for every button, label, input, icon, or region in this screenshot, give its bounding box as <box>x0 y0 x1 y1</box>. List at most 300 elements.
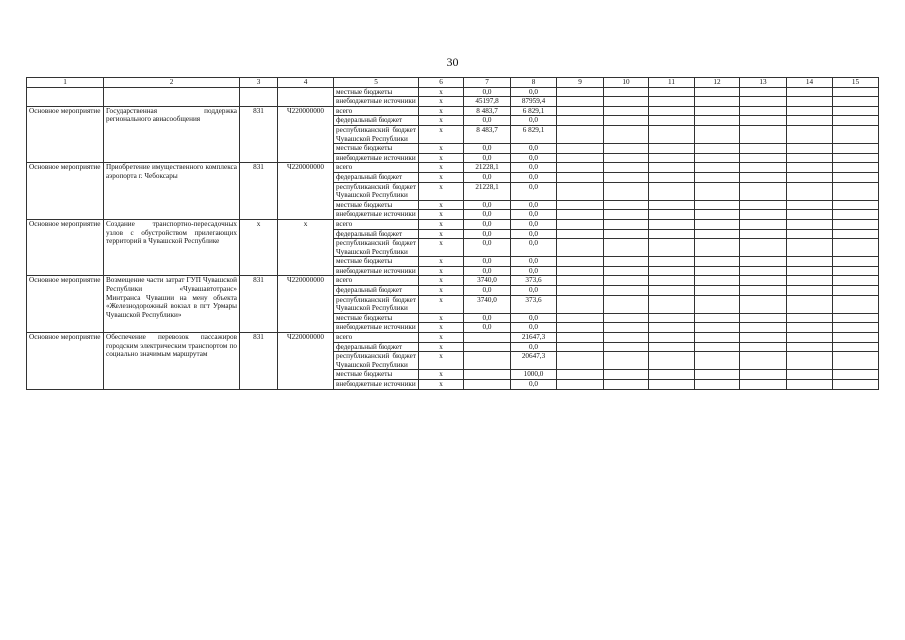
column-number-header: 1 <box>27 78 104 88</box>
empty-cell <box>557 200 604 210</box>
funding-source-cell: внебюджетные источники <box>334 210 419 220</box>
empty-cell <box>740 163 787 173</box>
funding-source-cell: федеральный бюджет <box>334 229 419 239</box>
empty-cell <box>695 116 740 126</box>
funding-source-cell: республиканский бюджет Чувашской Республики <box>334 182 419 200</box>
col8-value-cell: 20647,3 <box>511 352 557 370</box>
empty-cell <box>557 229 604 239</box>
empty-cell <box>740 144 787 154</box>
funding-source-cell: внебюджетные источники <box>334 323 419 333</box>
empty-cell <box>604 106 649 116</box>
col7-value-cell: 0,0 <box>464 219 511 229</box>
empty-cell <box>649 97 695 107</box>
empty-cell <box>104 87 240 106</box>
empty-cell <box>604 323 649 333</box>
empty-cell <box>740 239 787 257</box>
col7-value-cell: 0,0 <box>464 257 511 267</box>
col7-value-cell <box>464 333 511 343</box>
col8-value-cell: 0,0 <box>511 323 557 333</box>
empty-cell <box>833 106 879 116</box>
empty-cell <box>833 333 879 343</box>
funding-source-cell: республиканский бюджет Чувашской Республики <box>334 239 419 257</box>
col7-value-cell: 0,0 <box>464 266 511 276</box>
activity-type-cell: Основное мероприятие <box>27 106 104 163</box>
funding-source-cell: всего <box>334 106 419 116</box>
empty-cell <box>557 125 604 143</box>
table-body <box>27 87 879 389</box>
col8-value-cell: 0,0 <box>511 210 557 220</box>
table-row <box>27 219 879 229</box>
empty-cell <box>557 219 604 229</box>
empty-cell <box>695 266 740 276</box>
empty-cell <box>787 106 833 116</box>
empty-cell <box>695 323 740 333</box>
column-number-header: 8 <box>511 78 557 88</box>
col6-cell: x <box>419 219 464 229</box>
empty-cell <box>740 229 787 239</box>
col8-value-cell: 0,0 <box>511 182 557 200</box>
empty-cell <box>604 276 649 286</box>
col6-cell: x <box>419 97 464 107</box>
empty-cell <box>557 295 604 313</box>
empty-cell <box>557 342 604 352</box>
column-number-header: 10 <box>604 78 649 88</box>
funding-source-cell: местные бюджеты <box>334 313 419 323</box>
empty-cell <box>833 257 879 267</box>
empty-cell <box>695 163 740 173</box>
col8-value-cell: 0,0 <box>511 380 557 390</box>
empty-cell <box>695 210 740 220</box>
empty-cell <box>833 229 879 239</box>
table-row <box>27 276 879 286</box>
col7-value-cell: 8 483,7 <box>464 106 511 116</box>
activity-name-cell: Государственная поддержка регионального авиасообщения <box>104 106 240 163</box>
col8-value-cell: 0,0 <box>511 286 557 296</box>
col6-cell: x <box>419 276 464 286</box>
empty-cell <box>695 239 740 257</box>
col8-value-cell: 0,0 <box>511 313 557 323</box>
funding-source-cell: федеральный бюджет <box>334 342 419 352</box>
col7-value-cell: 0,0 <box>464 286 511 296</box>
empty-cell <box>833 144 879 154</box>
empty-cell <box>787 370 833 380</box>
col7-value-cell: 0,0 <box>464 313 511 323</box>
empty-cell <box>604 163 649 173</box>
empty-cell <box>695 144 740 154</box>
funding-source-cell: местные бюджеты <box>334 144 419 154</box>
col6-cell: x <box>419 229 464 239</box>
empty-cell <box>833 182 879 200</box>
funding-source-cell: всего <box>334 219 419 229</box>
empty-cell <box>649 116 695 126</box>
empty-cell <box>740 200 787 210</box>
col8-value-cell: 0,0 <box>511 200 557 210</box>
empty-cell <box>695 182 740 200</box>
empty-cell <box>787 333 833 343</box>
empty-cell <box>740 219 787 229</box>
col6-cell: x <box>419 266 464 276</box>
col6-cell: x <box>419 172 464 182</box>
empty-cell <box>740 295 787 313</box>
empty-cell <box>695 286 740 296</box>
empty-cell <box>695 200 740 210</box>
empty-cell <box>833 163 879 173</box>
empty-cell <box>695 219 740 229</box>
empty-cell <box>557 239 604 257</box>
funding-source-cell: местные бюджеты <box>334 370 419 380</box>
funding-source-cell: республиканский бюджет Чувашской Республики <box>334 352 419 370</box>
empty-cell <box>557 182 604 200</box>
empty-cell <box>833 313 879 323</box>
empty-cell <box>740 333 787 343</box>
column-number-header: 2 <box>104 78 240 88</box>
empty-cell <box>649 257 695 267</box>
empty-cell <box>833 153 879 163</box>
empty-cell <box>695 87 740 97</box>
col7-value-cell <box>464 370 511 380</box>
col8-value-cell: 0,0 <box>511 163 557 173</box>
empty-cell <box>740 172 787 182</box>
empty-cell <box>695 229 740 239</box>
empty-cell <box>833 276 879 286</box>
empty-cell <box>649 286 695 296</box>
activity-type-cell: Основное мероприятие <box>27 333 104 390</box>
funding-source-cell: внебюджетные источники <box>334 153 419 163</box>
col6-cell: x <box>419 323 464 333</box>
funding-source-cell: республиканский бюджет Чувашской Республики <box>334 125 419 143</box>
col6-cell: x <box>419 200 464 210</box>
empty-cell <box>740 266 787 276</box>
col6-cell: x <box>419 87 464 97</box>
funding-source-cell: федеральный бюджет <box>334 172 419 182</box>
empty-cell <box>557 87 604 97</box>
col4-code-cell: Ч220000000 <box>278 106 334 163</box>
empty-cell <box>833 323 879 333</box>
activity-type-cell: Основное мероприятие <box>27 163 104 220</box>
table-row <box>27 163 879 173</box>
empty-cell <box>649 106 695 116</box>
col7-value-cell: 0,0 <box>464 172 511 182</box>
empty-cell <box>604 266 649 276</box>
empty-cell <box>833 97 879 107</box>
empty-cell <box>740 106 787 116</box>
empty-cell <box>649 163 695 173</box>
col8-value-cell: 0,0 <box>511 239 557 257</box>
col6-cell: x <box>419 163 464 173</box>
col8-value-cell: 6 829,1 <box>511 106 557 116</box>
empty-cell <box>740 182 787 200</box>
column-number-header: 6 <box>419 78 464 88</box>
empty-cell <box>695 352 740 370</box>
empty-cell <box>557 266 604 276</box>
empty-cell <box>557 380 604 390</box>
col8-value-cell: 0,0 <box>511 153 557 163</box>
col8-value-cell: 0,0 <box>511 172 557 182</box>
empty-cell <box>787 200 833 210</box>
empty-cell <box>740 342 787 352</box>
empty-cell <box>649 342 695 352</box>
column-number-header: 11 <box>649 78 695 88</box>
empty-cell <box>787 116 833 126</box>
empty-cell <box>649 239 695 257</box>
column-number-header: 13 <box>740 78 787 88</box>
empty-cell <box>604 182 649 200</box>
col7-value-cell: 0,0 <box>464 144 511 154</box>
empty-cell <box>649 333 695 343</box>
empty-cell <box>695 97 740 107</box>
empty-cell <box>649 153 695 163</box>
col6-cell: x <box>419 352 464 370</box>
col6-cell: x <box>419 239 464 257</box>
empty-cell <box>740 323 787 333</box>
col6-cell: x <box>419 380 464 390</box>
empty-cell <box>740 352 787 370</box>
col7-value-cell: 45197,8 <box>464 97 511 107</box>
empty-cell <box>740 286 787 296</box>
col8-value-cell: 0,0 <box>511 219 557 229</box>
empty-cell <box>649 266 695 276</box>
col8-value-cell: 0,0 <box>511 87 557 97</box>
col7-value-cell: 0,0 <box>464 210 511 220</box>
empty-cell <box>695 313 740 323</box>
activity-name-cell: Приобретение имущественного комплекса аэропорта г. Чебоксары <box>104 163 240 220</box>
column-number-row <box>27 78 879 88</box>
empty-cell <box>557 257 604 267</box>
empty-cell <box>27 87 104 106</box>
empty-cell <box>604 295 649 313</box>
empty-cell <box>740 313 787 323</box>
empty-cell <box>278 87 334 106</box>
empty-cell <box>604 229 649 239</box>
empty-cell <box>740 380 787 390</box>
col8-value-cell: 373,6 <box>511 276 557 286</box>
empty-cell <box>649 276 695 286</box>
empty-cell <box>787 313 833 323</box>
empty-cell <box>833 380 879 390</box>
empty-cell <box>557 352 604 370</box>
page-number: 30 <box>446 55 459 69</box>
empty-cell <box>833 116 879 126</box>
col6-cell: x <box>419 295 464 313</box>
empty-cell <box>604 239 649 257</box>
column-number-header: 9 <box>557 78 604 88</box>
empty-cell <box>787 295 833 313</box>
empty-cell <box>557 163 604 173</box>
empty-cell <box>740 276 787 286</box>
col4-code-cell: x <box>278 219 334 276</box>
col7-value-cell <box>464 342 511 352</box>
empty-cell <box>833 342 879 352</box>
table-row <box>27 106 879 116</box>
col3-code-cell: 831 <box>240 163 278 220</box>
empty-cell <box>740 257 787 267</box>
empty-cell <box>833 295 879 313</box>
empty-cell <box>649 219 695 229</box>
funding-source-cell: всего <box>334 276 419 286</box>
col6-cell: x <box>419 370 464 380</box>
col6-cell: x <box>419 342 464 352</box>
empty-cell <box>695 370 740 380</box>
empty-cell <box>649 200 695 210</box>
empty-cell <box>833 352 879 370</box>
empty-cell <box>649 313 695 323</box>
col7-value-cell: 0,0 <box>464 87 511 97</box>
empty-cell <box>557 116 604 126</box>
col3-code-cell: 831 <box>240 333 278 390</box>
empty-cell <box>557 323 604 333</box>
empty-cell <box>604 313 649 323</box>
empty-cell <box>557 333 604 343</box>
empty-cell <box>787 182 833 200</box>
empty-cell <box>557 172 604 182</box>
empty-cell <box>787 172 833 182</box>
empty-cell <box>833 125 879 143</box>
col8-value-cell: 1000,0 <box>511 370 557 380</box>
empty-cell <box>695 257 740 267</box>
col8-value-cell: 0,0 <box>511 257 557 267</box>
empty-cell <box>695 276 740 286</box>
empty-cell <box>787 153 833 163</box>
col8-value-cell: 6 829,1 <box>511 125 557 143</box>
table-row <box>27 333 879 343</box>
empty-cell <box>604 116 649 126</box>
col7-value-cell: 21228,1 <box>464 182 511 200</box>
col7-value-cell: 0,0 <box>464 116 511 126</box>
activity-name-cell: Возмещение части затрат ГУП Чувашской Республики «Чувашавтотранс» Минтранса Чувашии на мену объекта «Железнодорожный вокзал в пгт Урмары Чувашской Республики» <box>104 276 240 333</box>
empty-cell <box>604 172 649 182</box>
empty-cell <box>604 200 649 210</box>
col8-value-cell: 0,0 <box>511 229 557 239</box>
empty-cell <box>649 370 695 380</box>
empty-cell <box>740 116 787 126</box>
empty-cell <box>557 313 604 323</box>
column-number-header: 12 <box>695 78 740 88</box>
empty-cell <box>695 380 740 390</box>
col7-value-cell: 8 483,7 <box>464 125 511 143</box>
empty-cell <box>649 125 695 143</box>
empty-cell <box>740 125 787 143</box>
activity-name-cell: Обеспечение перевозок пассажиров городским электрическим транспортом по социально значимым маршрутам <box>104 333 240 390</box>
column-number-header: 15 <box>833 78 879 88</box>
empty-cell <box>649 210 695 220</box>
empty-cell <box>833 286 879 296</box>
col6-cell: x <box>419 116 464 126</box>
empty-cell <box>649 380 695 390</box>
empty-cell <box>787 144 833 154</box>
col7-value-cell: 3740,0 <box>464 276 511 286</box>
funding-source-cell: федеральный бюджет <box>334 116 419 126</box>
empty-cell <box>649 182 695 200</box>
empty-cell <box>604 125 649 143</box>
empty-cell <box>787 286 833 296</box>
col8-value-cell: 0,0 <box>511 144 557 154</box>
col7-value-cell: 21228,1 <box>464 163 511 173</box>
col8-value-cell: 0,0 <box>511 116 557 126</box>
empty-cell <box>649 229 695 239</box>
col3-code-cell: 831 <box>240 106 278 163</box>
empty-cell <box>740 370 787 380</box>
empty-cell <box>557 153 604 163</box>
empty-cell <box>787 323 833 333</box>
column-number-header: 7 <box>464 78 511 88</box>
empty-cell <box>557 276 604 286</box>
funding-source-cell: всего <box>334 163 419 173</box>
empty-cell <box>740 87 787 97</box>
empty-cell <box>833 266 879 276</box>
table-row <box>27 87 879 97</box>
col7-value-cell <box>464 352 511 370</box>
col3-code-cell: 831 <box>240 276 278 333</box>
empty-cell <box>787 257 833 267</box>
empty-cell <box>787 266 833 276</box>
col7-value-cell: 0,0 <box>464 323 511 333</box>
col7-value-cell: 0,0 <box>464 153 511 163</box>
empty-cell <box>649 352 695 370</box>
empty-cell <box>787 239 833 257</box>
empty-cell <box>740 97 787 107</box>
funding-source-cell: внебюджетные источники <box>334 266 419 276</box>
empty-cell <box>787 125 833 143</box>
empty-cell <box>787 352 833 370</box>
empty-cell <box>604 352 649 370</box>
col8-value-cell: 87959,4 <box>511 97 557 107</box>
col6-cell: x <box>419 286 464 296</box>
col4-code-cell: Ч220000000 <box>278 333 334 390</box>
col6-cell: x <box>419 210 464 220</box>
column-number-header: 5 <box>334 78 419 88</box>
column-number-header: 4 <box>278 78 334 88</box>
empty-cell <box>833 200 879 210</box>
column-number-header: 14 <box>787 78 833 88</box>
empty-cell <box>604 286 649 296</box>
funding-source-cell: всего <box>334 333 419 343</box>
empty-cell <box>787 342 833 352</box>
empty-cell <box>649 144 695 154</box>
empty-cell <box>695 125 740 143</box>
empty-cell <box>695 172 740 182</box>
empty-cell <box>833 370 879 380</box>
col7-value-cell <box>464 380 511 390</box>
col6-cell: x <box>419 153 464 163</box>
empty-cell <box>557 210 604 220</box>
col6-cell: x <box>419 313 464 323</box>
empty-cell <box>740 210 787 220</box>
col3-code-cell: x <box>240 219 278 276</box>
empty-cell <box>833 87 879 97</box>
funding-source-cell: местные бюджеты <box>334 87 419 97</box>
empty-cell <box>604 144 649 154</box>
empty-cell <box>557 106 604 116</box>
budget-table <box>26 77 879 390</box>
empty-cell <box>787 380 833 390</box>
empty-cell <box>787 219 833 229</box>
funding-source-cell: внебюджетные источники <box>334 97 419 107</box>
funding-source-cell: внебюджетные источники <box>334 380 419 390</box>
empty-cell <box>604 257 649 267</box>
funding-source-cell: федеральный бюджет <box>334 286 419 296</box>
col7-value-cell: 0,0 <box>464 239 511 257</box>
empty-cell <box>649 172 695 182</box>
empty-cell <box>557 370 604 380</box>
empty-cell <box>695 153 740 163</box>
empty-cell <box>787 276 833 286</box>
activity-name-cell: Создание транспортно-пересадочных узлов с обустройством прилегающих территорий в Чувашской Республике <box>104 219 240 276</box>
funding-source-cell: республиканский бюджет Чувашской Республики <box>334 295 419 313</box>
empty-cell <box>649 323 695 333</box>
empty-cell <box>695 342 740 352</box>
col6-cell: x <box>419 106 464 116</box>
empty-cell <box>833 172 879 182</box>
